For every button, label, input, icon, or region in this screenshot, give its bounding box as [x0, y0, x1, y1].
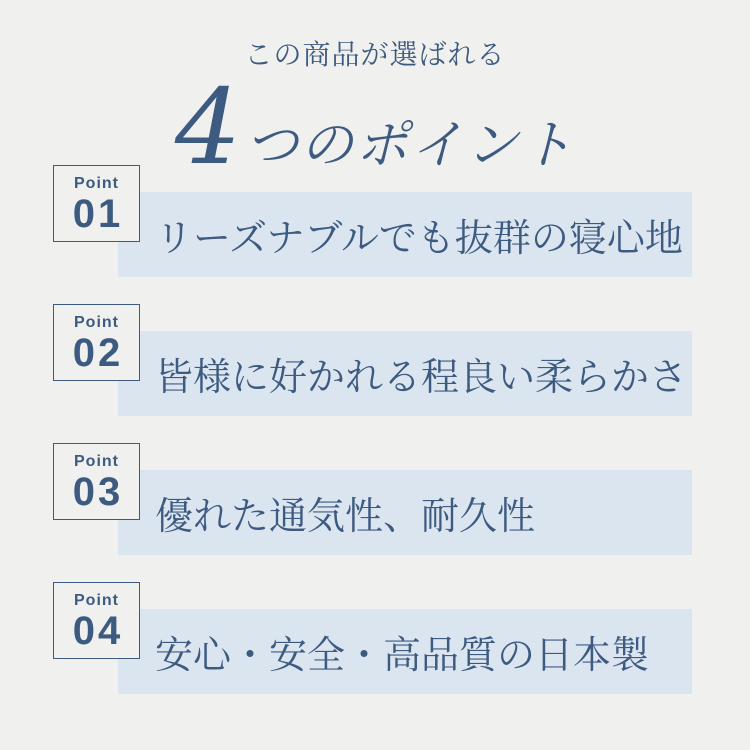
- point-label: Point: [74, 314, 119, 331]
- point-row-2: [0, 304, 750, 416]
- title-number: 4: [174, 66, 242, 188]
- point-text: リーズナブルでも抜群の寝心地: [155, 216, 683, 260]
- point-text: 皆様に好かれる程良い柔らかさ: [155, 355, 688, 399]
- point-number-box: [53, 443, 140, 520]
- point-number-box: [53, 304, 140, 381]
- point-number-box: [53, 165, 140, 242]
- point-text: 安心・安全・高品質の日本製: [155, 633, 650, 677]
- point-label: Point: [74, 175, 119, 192]
- point-label: Point: [74, 453, 119, 470]
- point-number: 04: [72, 609, 124, 653]
- point-text: 優れた通気性、耐久性: [155, 494, 536, 538]
- point-row-4: [0, 582, 750, 694]
- point-number: 02: [72, 331, 124, 375]
- point-row-3: [0, 443, 750, 555]
- point-number: 01: [72, 192, 124, 236]
- point-number: 03: [72, 470, 124, 514]
- point-label: Point: [74, 592, 119, 609]
- section-subtitle: この商品が選ばれる: [244, 38, 506, 71]
- title-text: つのポイント: [245, 115, 576, 176]
- point-number-box: [53, 582, 140, 659]
- point-row-1: [0, 165, 750, 277]
